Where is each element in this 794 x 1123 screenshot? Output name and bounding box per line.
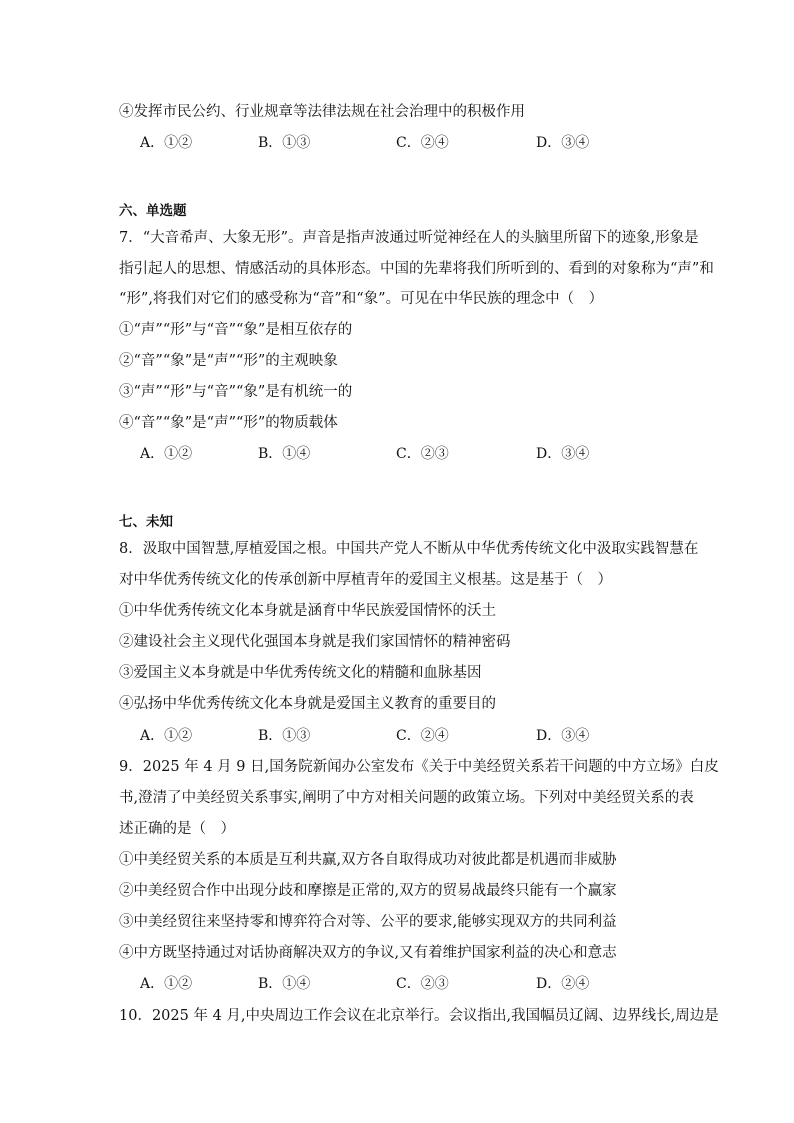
question-8-stem-line: 8．汲取中国智慧,厚植爱国之根。中国共产党人不断从中华优秀传统文化中汲取实践智慧在	[119, 541, 699, 557]
question-9-stem-line: 书,澄清了中美经贸关系事实,阐明了中方对相关问题的政策立场。下列对中美经贸关系的表	[119, 790, 694, 806]
choice-c[interactable]: C．②④	[396, 135, 449, 151]
question-9-stem-line: 9．2025 年 4 月 9 日,国务院新闻办公室发布《关于中美经贸关系若干问题的中方立场》白皮	[119, 759, 719, 775]
answer-choices	[140, 974, 660, 994]
question-8-option-2: ②建设社会主义现代化强国本身就是我们家国情怀的精神密码	[119, 634, 511, 650]
choice-a[interactable]: A．①②	[140, 728, 193, 744]
choice-d[interactable]: D．②④	[536, 976, 590, 992]
choice-a[interactable]: A．①②	[140, 135, 193, 151]
choice-b[interactable]: B．①④	[258, 446, 311, 462]
question-7-stem-line: 指引起人的思想、情感活动的具体形态。中国的先辈将我们所听到的、看到的对象称为“声”和	[119, 261, 714, 277]
choice-d[interactable]: D．③④	[536, 728, 590, 744]
question-7-option-2: ②“音”“象”是“声”“形”的主观映象	[119, 353, 338, 369]
question-7-stem-line: “形”,将我们对它们的感受称为“音”和“象”。可见在中华民族的理念中（ ）	[119, 291, 604, 307]
answer-choices	[140, 133, 660, 153]
choice-a[interactable]: A．①②	[140, 976, 193, 992]
question-8-option-4: ④弘扬中华优秀传统文化本身就是爱国主义教育的重要目的	[119, 696, 496, 712]
question-7-option-1: ①“声”“形”与“音”“象”是相互依存的	[119, 322, 353, 338]
question-9-option-3: ③中美经贸往来坚持零和博弈符合对等、公平的要求,能够实现双方的共同利益	[119, 914, 617, 930]
question-8-stem-line: 对中华优秀传统文化的传承创新中厚植青年的爱国主义根基。这是基于（ ）	[119, 572, 612, 588]
choice-a[interactable]: A．①②	[140, 446, 193, 462]
section-heading: 七、未知	[119, 514, 173, 530]
section-heading: 六、单选题	[119, 203, 187, 219]
choice-b[interactable]: B．①④	[258, 976, 311, 992]
choice-d[interactable]: D．③④	[536, 446, 590, 462]
question-8-option-1: ①中华优秀传统文化本身就是涵育中华民族爱国情怀的沃土	[119, 603, 496, 619]
choice-c[interactable]: C．②③	[396, 976, 449, 992]
question-9-option-4: ④中方既坚持通过对话协商解决双方的争议,又有着维护国家利益的决心和意志	[119, 945, 617, 961]
choice-c[interactable]: C．②④	[396, 728, 449, 744]
question-9-option-2: ②中美经贸合作中出现分歧和摩擦是正常的,双方的贸易战最终只能有一个赢家	[119, 883, 617, 899]
question-7-stem-line: 7．“大音希声、大象无形”。声音是指声波通过听觉神经在人的头脑里所留下的迹象,形象是	[119, 230, 699, 246]
choice-b[interactable]: B．①③	[258, 135, 311, 151]
question-9-option-1: ①中美经贸关系的本质是互利共赢,双方各自取得成功对彼此都是机遇而非威胁	[119, 852, 617, 868]
option-4: ④发挥市民公约、行业规章等法律法规在社会治理中的积极作用	[119, 104, 525, 120]
question-10-stem-line: 10．2025 年 4 月,中央周边工作会议在北京举行。会议指出,我国幅员辽阔、边界线长,周边是	[119, 1008, 719, 1024]
answer-choices	[140, 726, 660, 746]
question-7-option-4: ④“音”“象”是“声”“形”的物质载体	[119, 415, 338, 431]
choice-c[interactable]: C．②③	[396, 446, 449, 462]
question-8-option-3: ③爱国主义本身就是中华优秀传统文化的精髓和血脉基因	[119, 665, 482, 681]
question-9-stem-line: 述正确的是（ ）	[119, 821, 235, 837]
answer-choices	[140, 444, 660, 464]
choice-d[interactable]: D．③④	[536, 135, 590, 151]
choice-b[interactable]: B．①③	[258, 728, 311, 744]
question-7-option-3: ③“声”“形”与“音”“象”是有机统一的	[119, 384, 353, 400]
